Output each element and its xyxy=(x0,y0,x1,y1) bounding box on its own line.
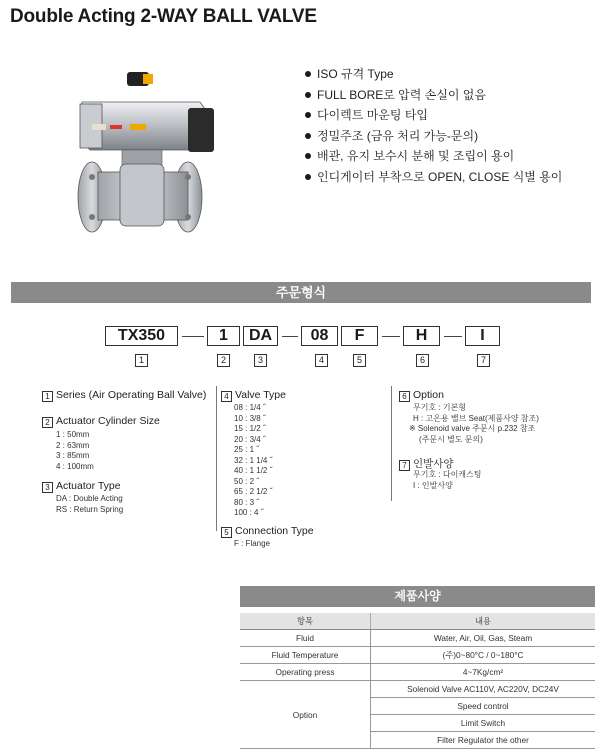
code-number: 7 xyxy=(477,354,490,367)
code-dash xyxy=(444,336,462,337)
code-dash xyxy=(382,336,400,337)
code-series: TX350 xyxy=(105,326,178,346)
page-title: Double Acting 2-WAY BALL VALVE xyxy=(10,6,317,27)
code-connection: F xyxy=(341,326,378,346)
connection-items: F : Flange xyxy=(234,539,271,548)
spec-value: 4~7Kg/cm² xyxy=(371,664,596,681)
code-indicator: I xyxy=(465,326,500,346)
spec-value: (주)0~80°C / 0~180°C xyxy=(371,647,596,664)
code-dash xyxy=(282,336,298,337)
bullet-icon xyxy=(305,71,311,77)
spec-value: Limit Switch xyxy=(371,715,596,732)
feature-item: ISO 규격 Type xyxy=(305,64,562,85)
cylinder-items: 1 : 50mm 2 : 63mm 3 : 85mm 4 : 100mm xyxy=(56,430,94,471)
bullet-icon xyxy=(305,133,311,139)
spec-label: Fluid xyxy=(240,630,371,647)
indicator-items: 무기호 : 다이캐스팅 I : 인발사양 xyxy=(413,470,482,490)
table-row xyxy=(240,664,595,681)
spec-table xyxy=(240,613,595,749)
section-series: 1 Series (Air Operating Ball Valve) xyxy=(42,389,206,402)
ball-valve-illustration xyxy=(70,72,225,247)
code-number: 3 xyxy=(254,354,267,367)
section-valve: 4 Valve Type xyxy=(221,389,286,402)
bullet-icon xyxy=(305,174,311,180)
code-number: 1 xyxy=(135,354,148,367)
feature-item: 배관, 유지 보수시 분해 및 조립이 용이 xyxy=(305,146,562,167)
column-header: 항목 xyxy=(240,613,371,630)
table-header-row xyxy=(240,613,595,630)
table-row xyxy=(240,630,595,647)
table-row xyxy=(240,647,595,664)
order-format-banner: 주문형식 xyxy=(11,282,591,303)
column-header: 내용 xyxy=(371,613,596,630)
feature-item: 다이렉트 마운팅 타입 xyxy=(305,105,562,126)
option-items: 무기호 : 기본형 H : 고온용 밸브 Seat(제품사양 참조) ※ Solenoid valve 주문시 p.232 참조 (주문시 별도 문의) xyxy=(409,403,539,444)
spec-banner: 제품사양 xyxy=(240,586,595,607)
spec-label: Option xyxy=(240,681,371,749)
feature-item: FULL BORE로 압력 손실이 없음 xyxy=(305,85,562,106)
code-number: 2 xyxy=(217,354,230,367)
table-row xyxy=(240,681,595,698)
code-dash xyxy=(182,336,204,337)
code-number: 6 xyxy=(416,354,429,367)
code-number: 4 xyxy=(315,354,328,367)
code-actuator: DA xyxy=(243,326,278,346)
code-valve: 08 xyxy=(301,326,338,346)
section-indicator: 7 인발사양 xyxy=(399,456,454,471)
section-option: 6 Option xyxy=(399,389,444,402)
section-cylinder: 2 Actuator Cylinder Size xyxy=(42,415,160,428)
column-divider xyxy=(216,386,217,531)
spec-label: Fluid Temperature xyxy=(240,647,371,664)
spec-value: Water, Air, Oil, Gas, Steam xyxy=(371,630,596,647)
valve-items: 08 : 1/4 ˝ 10 : 3/8 ˝ 15 : 1/2 ˝ 20 : 3/4 ˝ 25 : 1 ˝ 32 : 1 1/4 ˝ 40 : 1 1/2 ˝ 50 : 2 ˝ 65 : 2 1/2 ˝ 80 : 3 ˝ 100 : 4 ˝ xyxy=(234,403,273,517)
section-actuator: 3 Actuator Type xyxy=(42,480,121,493)
spec-value: Speed control xyxy=(371,698,596,715)
spec-value: Filter Regulator the other xyxy=(371,732,596,749)
code-option: H xyxy=(403,326,440,346)
code-cylinder: 1 xyxy=(207,326,240,346)
spec-value: Solenoid Valve AC110V, AC220V, DC24V xyxy=(371,681,596,698)
bullet-icon xyxy=(305,153,311,159)
actuator-items: DA : Double Acting RS : Return Spring xyxy=(56,494,124,514)
bullet-icon xyxy=(305,112,311,118)
code-number: 5 xyxy=(353,354,366,367)
feature-item: 정밀주조 (금유 처리 가능-문의) xyxy=(305,126,562,147)
feature-item: 인디게이터 부착으로 OPEN, CLOSE 식별 용이 xyxy=(305,167,562,188)
spec-label: Operating press xyxy=(240,664,371,681)
section-connection: 5 Connection Type xyxy=(221,525,314,538)
bullet-icon xyxy=(305,92,311,98)
feature-list xyxy=(305,64,562,188)
column-divider xyxy=(391,386,392,501)
